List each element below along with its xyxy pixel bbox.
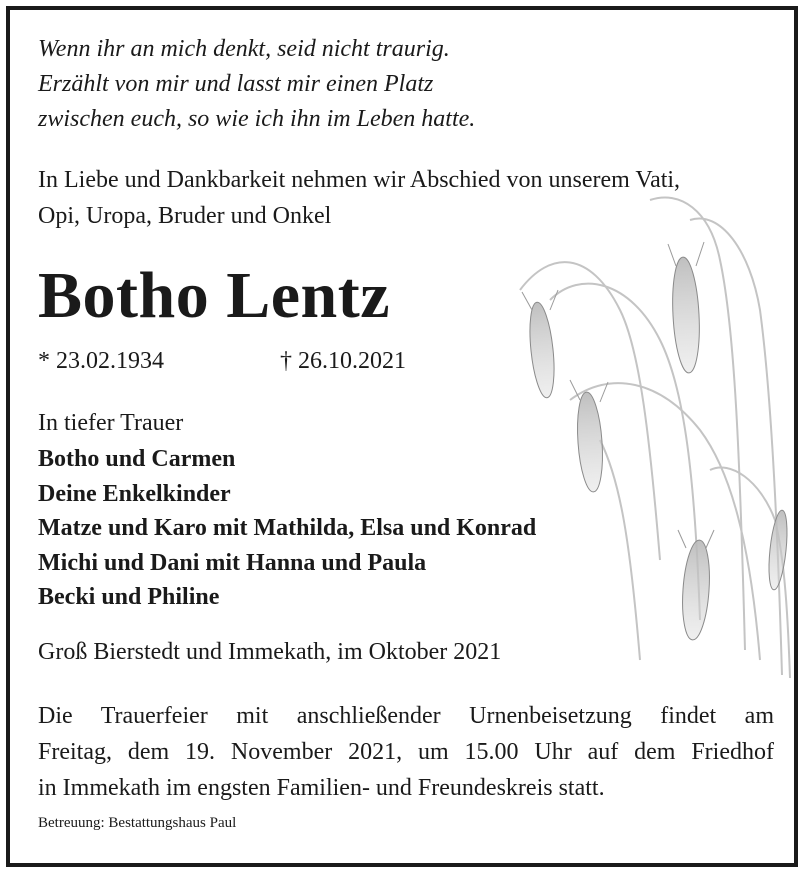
mourner-entry: Matze und Karo mit Mathilda, Elsa und Konrad (38, 515, 537, 541)
place-and-date: Groß Bierstedt und Immekath, im Oktober 2021 (38, 639, 502, 665)
poem-line: zwischen euch, so wie ich ihn im Leben hatte. (38, 106, 476, 132)
service-line: in Immekath im engsten Familien- und Freundeskreis statt. (38, 775, 605, 801)
intro-line: In Liebe und Dankbarkeit nehmen wir Abschied von unserem Vati, (38, 167, 681, 193)
mourner-entry: Botho und Carmen (38, 446, 236, 472)
farewell-intro (38, 162, 680, 234)
poem-line: Erzählt von mir und lasst mir einen Platz (38, 71, 434, 97)
deceased-name: Botho Lentz (38, 259, 390, 332)
service-line: Die Trauerfeier mit anschließender Urnenbeisetzung findet am (38, 703, 774, 729)
service-line: Freitag, dem 19. November 2021, um 15.00 Uhr auf dem Friedhof (38, 739, 774, 765)
poem-verse (38, 32, 475, 137)
birth-date: * 23.02.1934 (38, 348, 164, 374)
mourning-label: In tiefer Trauer (38, 410, 184, 436)
mourner-entry: Becki und Philine (38, 584, 220, 610)
wheat-ears-icon (510, 180, 794, 680)
obituary-notice (6, 6, 798, 867)
intro-line: Opi, Uropa, Bruder und Onkel (38, 203, 332, 229)
poem-line: Wenn ihr an mich denkt, seid nicht traurig. (38, 36, 450, 62)
funeral-home-credit: Betreuung: Bestattungshaus Paul (38, 815, 237, 831)
mourner-entry: Michi und Dani mit Hanna und Paula (38, 549, 427, 576)
funeral-service-info (38, 698, 774, 806)
mourner-entry: Deine Enkelkinder (38, 480, 231, 507)
death-date: † 26.10.2021 (280, 348, 406, 374)
mourners-list (38, 442, 536, 615)
